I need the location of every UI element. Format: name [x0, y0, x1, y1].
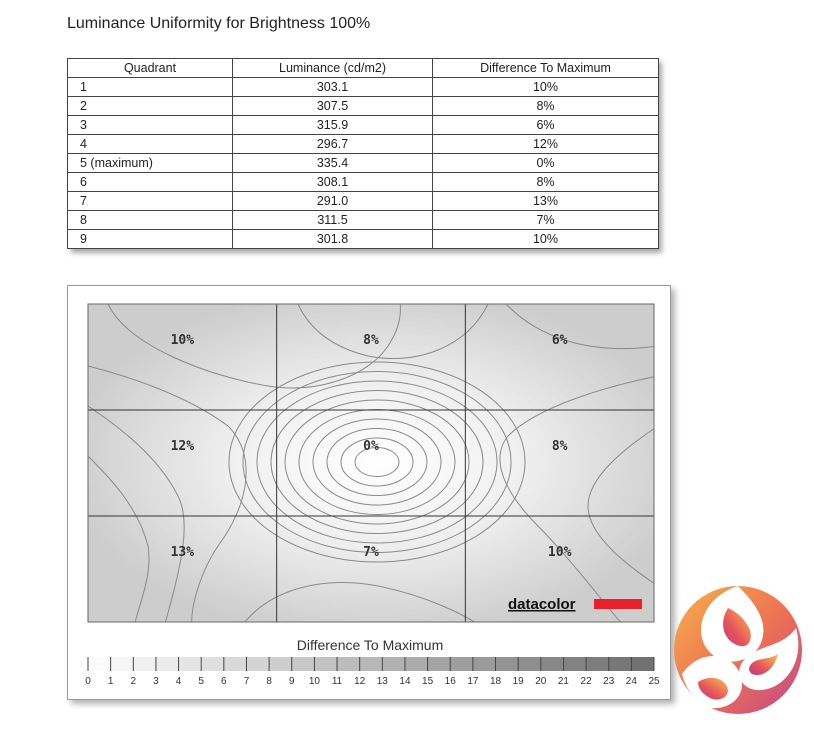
scale-tick-label: 11	[331, 676, 343, 687]
cell-quadrant: 2	[68, 97, 233, 116]
scale-tick-label: 25	[648, 676, 660, 687]
scale-tick-label: 4	[175, 676, 182, 687]
table-row	[68, 173, 659, 192]
scale-swatch	[88, 657, 111, 671]
scale-swatch	[405, 657, 428, 671]
column-header-luminance: Luminance (cd/m2)	[233, 59, 433, 78]
cell-value-label: 12%	[170, 439, 195, 454]
cell-difference: 8%	[433, 173, 659, 192]
scale-swatch	[246, 657, 269, 671]
scale-swatch	[360, 657, 383, 671]
scale-swatch	[201, 657, 224, 671]
scale-swatch	[631, 657, 654, 671]
cell-difference: 13%	[433, 192, 659, 211]
cell-value-label: 10%	[547, 545, 572, 560]
color-scale	[85, 657, 660, 687]
scale-tick-label: 21	[557, 676, 570, 687]
cell-luminance: 303.1	[233, 78, 433, 97]
cell-value-label: 6%	[551, 333, 568, 348]
scale-swatch	[382, 657, 405, 671]
scale-tick-label: 5	[198, 676, 204, 687]
page-title: Luminance Uniformity for Brightness 100%	[67, 15, 371, 32]
scale-swatch	[224, 657, 247, 671]
scale-tick-label: 24	[625, 676, 637, 687]
scale-swatch	[586, 657, 609, 671]
cell-quadrant: 9	[68, 230, 233, 249]
cell-quadrant: 1	[68, 78, 233, 97]
scale-tick-label: 9	[288, 676, 295, 687]
scale-tick-label: 20	[535, 676, 547, 687]
scale-tick-label: 0	[85, 676, 91, 687]
scale-swatch	[156, 657, 179, 671]
heatmap-plot	[88, 286, 658, 631]
scale-swatch	[269, 657, 292, 671]
luminance-table	[67, 58, 658, 249]
column-header-quadrant: Quadrant	[68, 59, 233, 78]
table-row	[68, 154, 659, 173]
cell-difference: 8%	[433, 97, 659, 116]
cell-value-label: 7%	[363, 545, 379, 560]
heatmap-background	[88, 304, 654, 622]
scale-swatch	[111, 657, 134, 671]
cell-value-label: 10%	[170, 333, 195, 348]
scale-tick-label: 23	[603, 676, 615, 687]
cell-difference: 10%	[433, 230, 659, 249]
cell-quadrant: 7	[68, 192, 233, 211]
cell-difference: 12%	[433, 135, 659, 154]
table-header-row	[68, 59, 659, 78]
watermark-text: datacolor	[508, 596, 576, 613]
cell-value-label: 8%	[551, 439, 568, 454]
cell-quadrant: 4	[68, 135, 233, 154]
scale-tick-label: 22	[580, 676, 592, 687]
cell-luminance: 296.7	[233, 135, 433, 154]
table-row	[68, 135, 659, 154]
scale-swatch	[563, 657, 586, 671]
cell-luminance: 335.4	[233, 154, 433, 173]
scale-tick-label: 17	[467, 676, 479, 687]
scale-swatch	[450, 657, 473, 671]
cell-quadrant: 3	[68, 116, 233, 135]
cell-luminance: 291.0	[233, 192, 433, 211]
brand-logo	[670, 578, 806, 718]
scale-tick-label: 12	[354, 676, 366, 687]
scale-tick-label: 18	[489, 676, 502, 687]
scale-swatch	[337, 657, 360, 671]
scale-swatch	[518, 657, 541, 671]
cell-value-label: 13%	[170, 545, 195, 560]
scale-swatch	[292, 657, 315, 671]
scale-swatch	[496, 657, 519, 671]
cell-luminance: 315.9	[233, 116, 433, 135]
cell-value-label: 0%	[363, 439, 379, 454]
scale-tick-label: 15	[422, 676, 434, 687]
scale-swatch	[541, 657, 564, 671]
cell-value-label: 8%	[363, 333, 379, 348]
uniformity-chart	[68, 286, 670, 699]
table-row	[68, 78, 659, 97]
cell-luminance: 308.1	[233, 173, 433, 192]
column-header-difference: Difference To Maximum	[433, 59, 659, 78]
scale-tick-label: 14	[399, 676, 411, 687]
scale-swatch	[314, 657, 337, 671]
scale-swatch	[473, 657, 496, 671]
cell-luminance: 301.8	[233, 230, 433, 249]
scale-tick-label: 3	[153, 676, 159, 687]
scale-tick-label: 6	[221, 676, 227, 687]
watermark-bar	[594, 599, 642, 609]
cell-difference: 6%	[433, 116, 659, 135]
cell-quadrant: 5 (maximum)	[68, 154, 233, 173]
scale-swatch	[179, 657, 202, 671]
cell-difference: 0%	[433, 154, 659, 173]
table-row	[68, 230, 659, 249]
scale-tick-label: 10	[308, 676, 320, 687]
table-row	[68, 97, 659, 116]
scale-tick-label: 13	[376, 676, 388, 687]
scale-swatch	[133, 657, 156, 671]
cell-quadrant: 6	[68, 173, 233, 192]
table-row	[68, 116, 659, 135]
cell-luminance: 311.5	[233, 211, 433, 230]
scale-tick-label: 16	[444, 676, 456, 687]
scale-tick-label: 1	[107, 676, 114, 687]
cell-difference: 7%	[433, 211, 659, 230]
scale-swatch	[428, 657, 451, 671]
cell-quadrant: 8	[68, 211, 233, 230]
table-row	[68, 211, 659, 230]
legend-title: Difference To Maximum	[296, 637, 444, 653]
scale-tick-label: 19	[512, 676, 524, 687]
cell-difference: 10%	[433, 78, 659, 97]
cell-luminance: 307.5	[233, 97, 433, 116]
uniformity-chart-panel	[67, 285, 671, 700]
scale-tick-label: 2	[130, 676, 137, 687]
scale-tick-label: 8	[266, 676, 272, 687]
table-row	[68, 192, 659, 211]
scale-tick-label: 7	[243, 676, 250, 687]
scale-swatch	[609, 657, 632, 671]
